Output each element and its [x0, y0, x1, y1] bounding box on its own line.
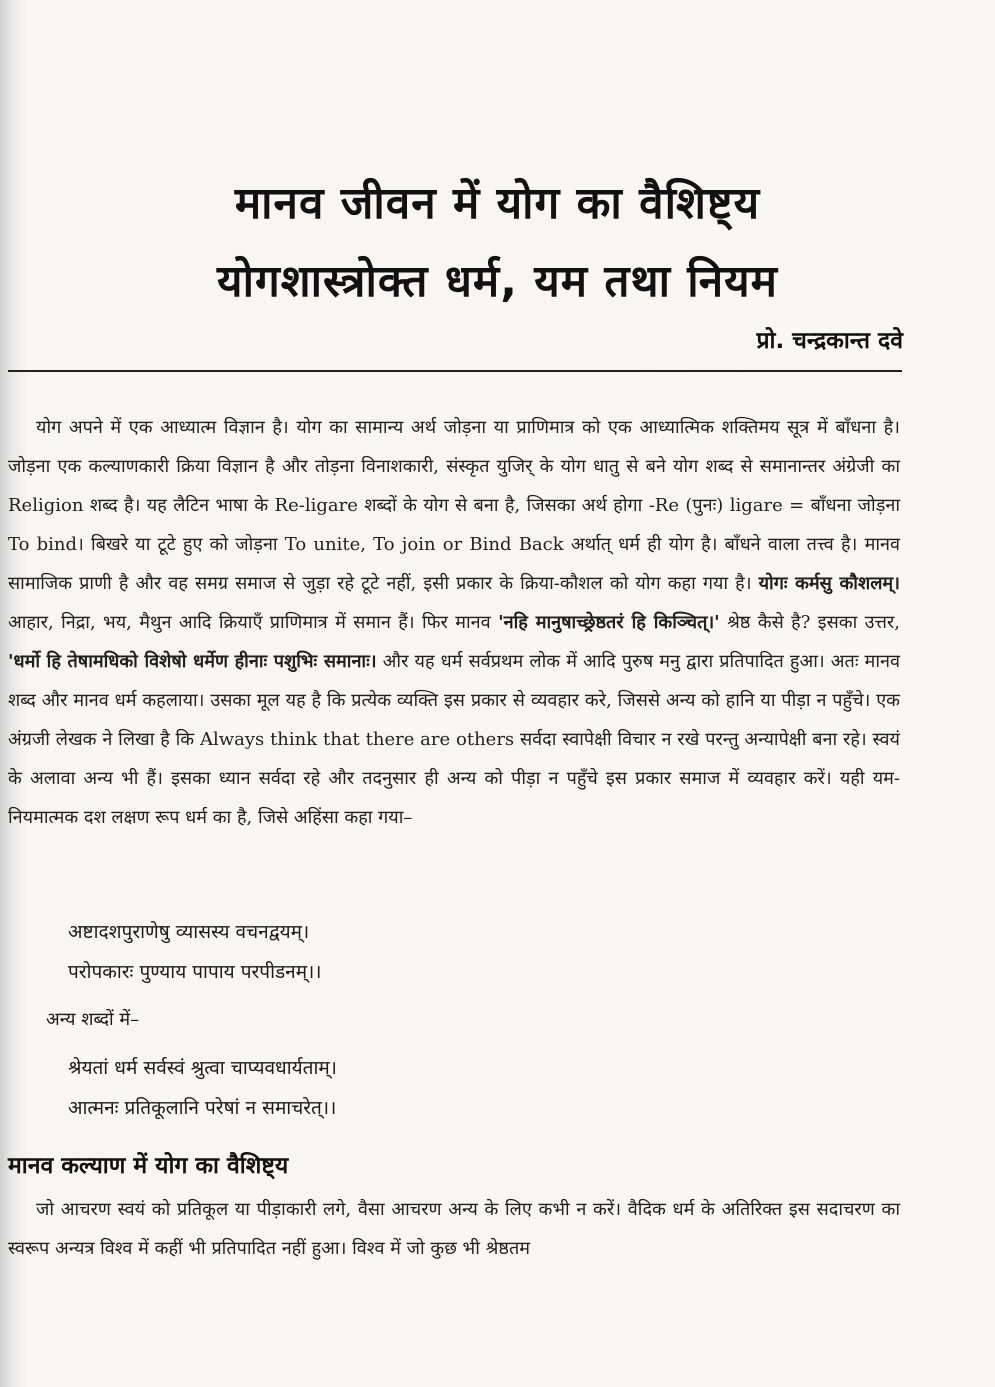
paragraph-1-text	[8, 408, 900, 837]
paragraph-1-bold-2: 'नहि मानुषाच्छ्रेष्ठतरं हि किञ्चित्।'	[498, 612, 720, 633]
verse-1	[68, 912, 322, 992]
paragraph-1-part-4: और यह धर्म सर्वप्रथम लोक में आदि पुरुष मनु द्वारा प्रतिपादित हुआ। अतः मानव शब्द और मानव धर्म कहलाया। उसका मूल यह है कि प्रत्येक व्यक्ति इस प्रकार से व्यवहार करे, जिससे अन्य को हानि या पीड़ा न पहुँचे। एक अंग्रजी लेखक ने लिखा है कि Always think that there are others सर्वदा स्वापेक्षी विचार न रखे परन्तु अन्यापेक्षी बना रहे। स्वयं के अलावा अन्य भी हैं। इसका ध्यान सर्वदा रहे और तदनुसार ही अन्य को पीड़ा न पहुँचे इस प्रकार समाज में व्यवहार करें। यही यम-नियमात्मक दश लक्षण रूप धर्म का है, जिसे अहिंसा कहा गया–	[8, 651, 900, 828]
title-line-1: मानव जीवन में योग का वैशिष्ट्य	[234, 178, 761, 229]
paragraph-1-part-2: आहार, निद्रा, भय, मैथुन आदि क्रियाएँ प्राणिमात्र में समान हैं। फिर मानव	[8, 612, 491, 633]
paragraph-1-part-3: श्रेष्ठ कैसे है? इसका उत्तर,	[727, 612, 900, 633]
anya-label: अन्य शब्दों में–	[46, 1009, 140, 1030]
header-divider	[8, 370, 902, 372]
verse-2	[68, 1048, 337, 1128]
verse-1-line-2: परोपकारः पुण्याय पापाय परपीडनम्।।	[68, 961, 322, 983]
paragraph-1-bold-3: 'धर्मो हि तेषामधिको विशेषो धर्मेण हीनाः पशुभिः समानाः।	[8, 651, 377, 672]
paragraph-2	[8, 1190, 900, 1268]
paragraph-1-bold-1: योगः कर्मसु कौशलम्।	[758, 573, 900, 594]
verse-2-line-1: श्रेयतां धर्म सर्वस्वं श्रुत्वा चाप्यवधार्यताम्।	[68, 1057, 337, 1079]
title-line-2: योगशास्त्रोक्त धर्म, यम तथा नियम	[217, 256, 778, 307]
paragraph-1	[8, 408, 900, 837]
author-name: प्रो. चन्द्रकान्त दवे	[756, 328, 903, 354]
verse-1-line-1: अष्टादशपुराणेषु व्यासस्य वचनद्वयम्।	[68, 921, 310, 943]
paragraph-2-text: जो आचरण स्वयं को प्रतिकूल या पीड़ाकारी लगे, वैसा आचरण अन्य के लिए कभी न करें। वैदिक धर्म के अतिरिक्त इस सदाचरण का स्वरूप अन्यत्र विश्व में कहीं भी प्रतिपादित नहीं हुआ। विश्व में जो कुछ भी श्रेष्ठतम	[8, 1199, 900, 1259]
paragraph-1-part-1: योग अपने में एक आध्यात्म विज्ञान है। योग का सामान्य अर्थ जोड़ना या प्राणिमात्र को एक आध्यात्मिक शक्तिमय सूत्र में बाँधना है। जोड़ना एक कल्याणकारी क्रिया विज्ञान है और तोड़ना विनाशकारी, संस्कृत युजिर् के योग धातु से बने योग शब्द से समानान्तर अंग्रेजी का Religion शब्द है। यह लैटिन भाषा के Re-ligare शब्दों के योग से बना है, जिसका अर्थ होगा -Re (पुनः) ligare = बाँधना जोड़ना To bind। बिखरे या टूटे हुए को जोड़ना To unite, To join or Bind Back अर्थात् धर्म ही योग है। बाँधने वाला तत्त्व है। मानव सामाजिक प्राणी है और वह समग्र समाज से जुड़ा रहे टूटे नहीं, इसी प्रकार के क्रिया-कौशल को योग कहा गया है।	[8, 417, 900, 594]
title-block	[80, 165, 915, 321]
section-heading: मानव कल्याण में योग का वैशिष्ट्य	[8, 1153, 289, 1179]
verse-2-line-2: आत्मनः प्रतिकूलानि परेषां न समाचरेत्।।	[68, 1097, 337, 1119]
